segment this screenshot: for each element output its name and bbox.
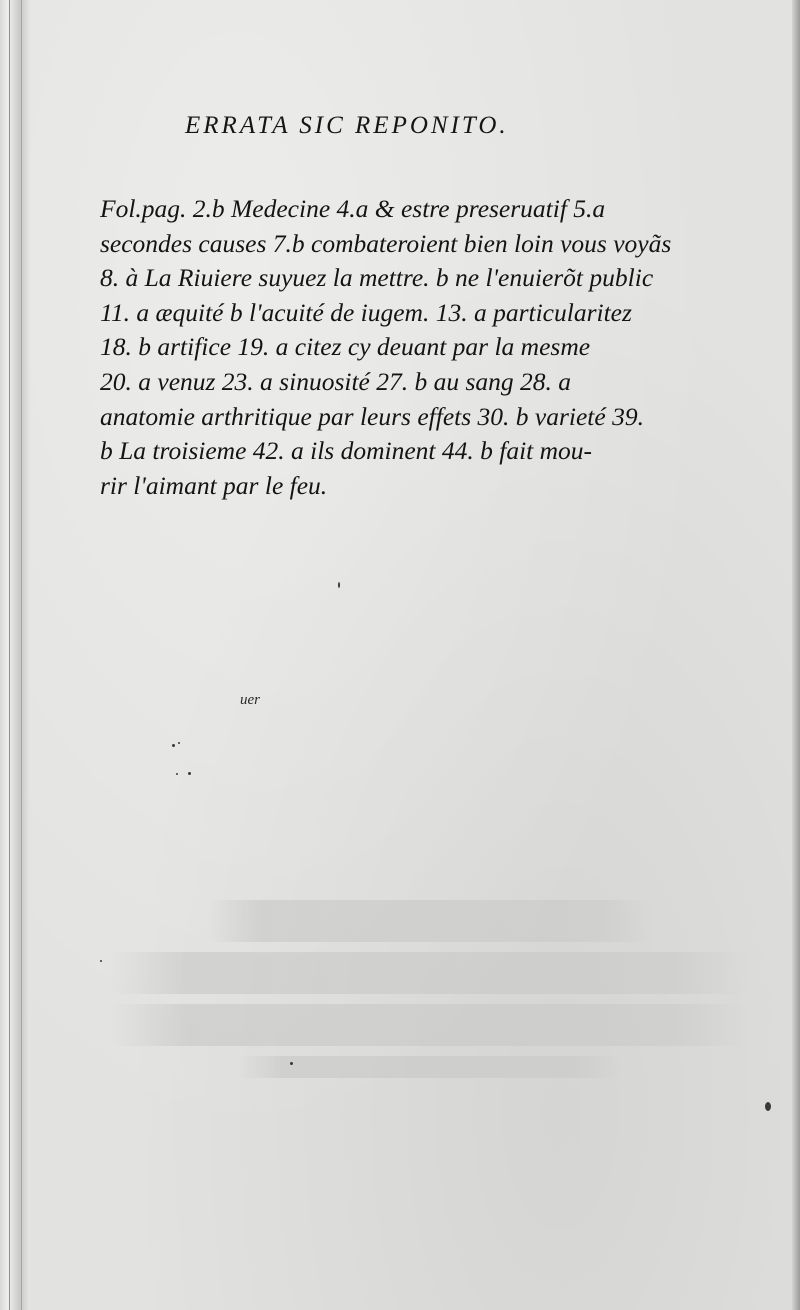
errata-line: b La troisieme 42. a ils dominent 44. b fait mou- (100, 436, 593, 466)
ink-speck (765, 1102, 771, 1111)
ink-speck (172, 744, 175, 747)
errata-line: 20. a venuz 23. a sinuosité 27. b au sang 28. a (100, 366, 572, 396)
errata-line: anatomie arthritique par leurs effets 30. b varieté 39. (100, 401, 644, 431)
show-through-text (110, 900, 750, 1110)
binding-line (9, 0, 10, 1310)
binding-edge (0, 0, 30, 1310)
page-right-edge (792, 0, 800, 1310)
stray-ink-mark: uer (240, 692, 260, 708)
binding-line (21, 0, 22, 1310)
ink-speck (188, 772, 191, 775)
errata-line: rir l'aimant par le feu. (100, 470, 328, 500)
errata-line: Fol.pag. 2.b Medecine 4.a & estre preseruatif 5.a (100, 194, 606, 223)
ink-speck (100, 960, 102, 962)
errata-line: secondes causes 7.b combateroient bien loin vous voyãs (100, 228, 672, 258)
errata-heading: ERRATA SIC REPONITO. (185, 112, 509, 139)
ink-speck (178, 742, 180, 744)
errata-body (100, 192, 710, 503)
errata-line: 8. à La Riuiere suyuez la mettre. b ne l'enuierõt public (100, 263, 654, 293)
errata-line: 18. b artifice 19. a citez cy deuant par la mesme (100, 332, 591, 362)
ink-speck (176, 773, 178, 775)
ink-speck (338, 582, 340, 588)
errata-line: 11. a æquité b l'acuité de iugem. 13. a particularitez (100, 297, 632, 327)
ink-speck (290, 1062, 293, 1065)
